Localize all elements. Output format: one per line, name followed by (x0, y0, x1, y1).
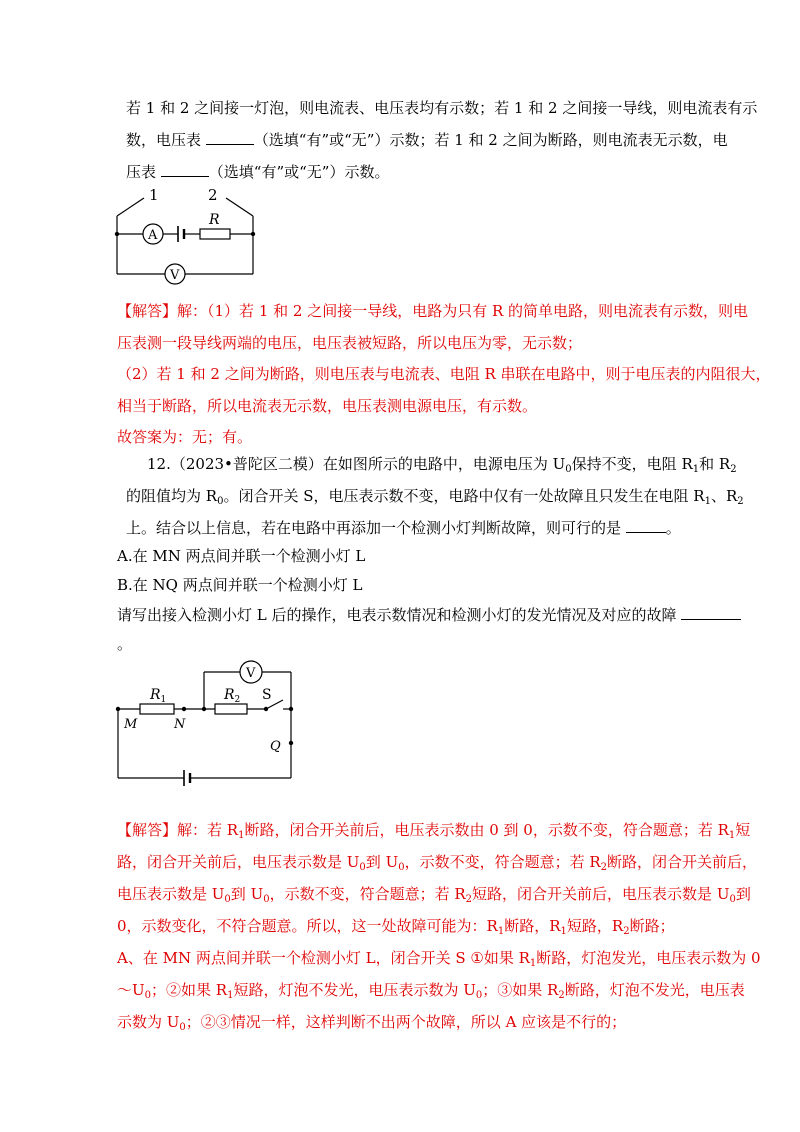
q12-line-1: 12.（2023•普陀区二模）在如图所示的电路中，电源电压为 $U_0$保持不变，电阻 $R_1$和 $R_2$ (147, 455, 737, 475)
voltmeter-label: V (170, 268, 180, 283)
answer11-line-4: 相当于断路，所以电流表无示数，电压表测电源电压，有示数。 (117, 397, 538, 415)
voltmeter-label: V (246, 666, 256, 681)
q12-option-b: B.在 NQ 两点间并联一个检测小灯 L (117, 576, 363, 594)
point-n-label: N (174, 717, 186, 732)
answer12-line-7: 示数为 $U_0$；②③情况一样，这样判断不出两个故障，所以 A 应该是不行的； (117, 1013, 627, 1033)
answer11-line-5: 故答案为：无；有。 (117, 428, 253, 446)
r2-label: $R_2$ (224, 687, 241, 705)
q12-line-3: 上。结合以上信息，若在电路中再添加一个检测小灯判断故障，则可行的是 。 (126, 519, 681, 537)
answer12-line-6: $\sim U_0$；②如果 $R_1$短路，灯泡不发光，电压表示数为 $U_0$；③如果 $R_2$断路，灯泡不发光，电压表 (117, 981, 745, 1001)
ammeter-label: A (148, 228, 158, 243)
point-m-label: M (124, 717, 138, 732)
q11-line-2: 数，电压表 （选填“有”或“无”）示数；若 1 和 2 之间为断路，则电流表无示数，电 (126, 131, 728, 149)
answer12-line-1: 【解答】解：若 $R_1$断路，闭合开关前后，电压表示数由 0 到 0，示数不变，符合题意；若 $R_1$短 (117, 821, 751, 841)
answer11-line-1: 【解答】解：（1）若 1 和 2 之间接一导线，电路为只有 R 的简单电路，则电流表有示数，则电 (117, 302, 749, 320)
resistor-label: R (209, 212, 220, 228)
q12-line-4: 请写出接入检测小灯 L 后的操作，电表示数情况和检测小灯的发光情况及对应的故障 (117, 605, 741, 625)
answer11-line-3: （2）若 1 和 2 之间为断路，则电压表与电流表、电阻 R 串联在电路中，则于电压表的内阻很大， (117, 365, 771, 383)
q11-line-1: 若 1 和 2 之间接一灯泡，则电流表、电压表均有示数；若 1 和 2 之间接一导线，则电流表有示 (126, 99, 758, 117)
answer-tag: 【解答】 (117, 821, 178, 839)
answer12-line-3: 电压表示数是 $U_0$到 $U_0$，示数不变，符合题意；若 $R_2$短路，闭合开关前后，电压表示数是 $U_0$到 (117, 885, 751, 905)
q11-line-3: 压表 （选填“有”或“无”）示数。 (126, 163, 390, 181)
q12-line-2: 的阻值均为 $R_0$。闭合开关 S，电压表示数不变，电路中仅有一处故障且只发生在电阻 $R_1$、$R_2$ (126, 487, 744, 507)
q12-line-5: 。 (117, 635, 133, 653)
terminal-2-label: 2 (208, 186, 218, 204)
switch-label: S (262, 687, 272, 703)
answer12-line-5: A、在 MN 两点间并联一个检测小灯 L，闭合开关 S ①如果 $R_1$断路，灯泡发光，电压表示数为 0 (117, 949, 761, 969)
answer12-line-4: 0，示数变化，不符合题意。所以，这一处故障可能为：$R_1$断路，$R_1$短路，$R_2$断路； (117, 917, 675, 937)
q12-option-a: A.在 MN 两点间并联一个检测小灯 L (117, 547, 366, 565)
answer12-line-2: 路，闭合开关前后，电压表示数是 $U_0$到 $U_0$，示数不变，符合题意；若 $R_2$断路，闭合开关前后， (117, 853, 758, 873)
r1-label: $R_1$ (150, 687, 167, 705)
point-q-label: Q (270, 739, 281, 754)
answer-tag: 【解答】 (117, 302, 178, 320)
answer11-line-2: 压表测一段导线两端的电压，电压表被短路，所以电压为零，无示数； (117, 334, 583, 352)
terminal-1-label: 1 (149, 186, 159, 204)
